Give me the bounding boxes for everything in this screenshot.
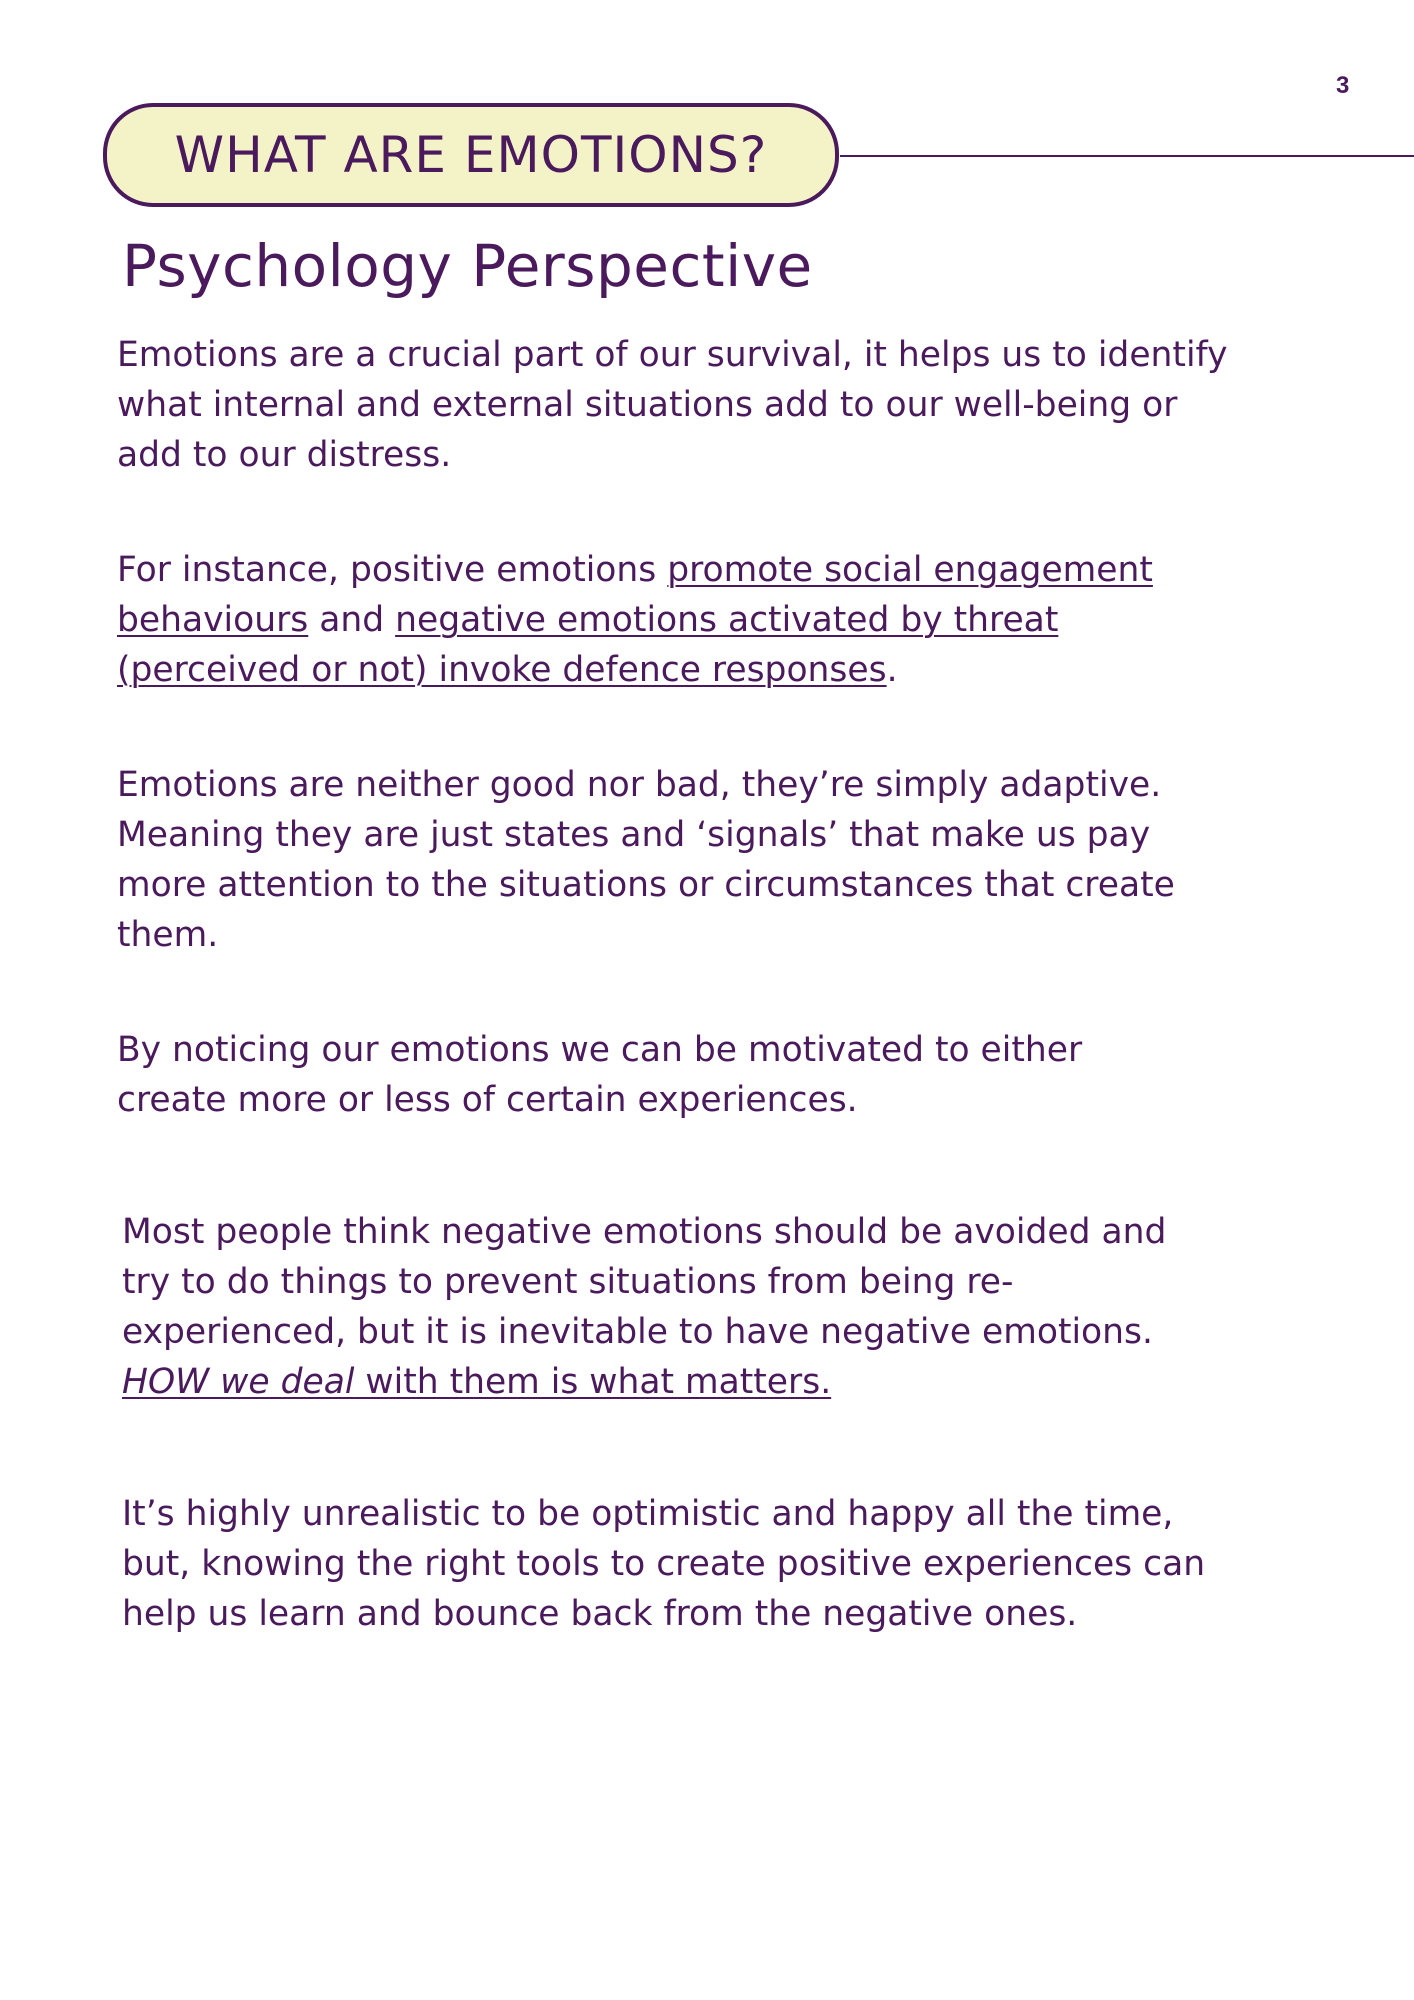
emphasis-italic: HOW we deal — [122, 1362, 355, 1402]
paragraph-line: help us learn and bounce back from the negative ones. — [122, 1594, 1078, 1634]
paragraph-line: try to do things to prevent situations from being re- — [122, 1262, 1014, 1302]
header-divider-line — [840, 155, 1414, 157]
paragraph-line: but, knowing the right tools to create positive experiences can — [122, 1544, 1206, 1584]
paragraph-positive-negative — [117, 545, 1297, 695]
paragraph-line: them. — [117, 915, 219, 955]
paragraph-line: what internal and external situations add to our well-being or — [117, 385, 1178, 425]
underlined-phrase-behaviours: behaviours — [117, 600, 309, 640]
emphasis-statement — [122, 1362, 831, 1402]
paragraph-text: and — [308, 600, 396, 640]
paragraph-negative-emotions — [122, 1207, 1302, 1407]
paragraph-adaptive — [117, 760, 1297, 960]
underlined-phrase-social-engagement: promote social engagement — [667, 550, 1153, 590]
paragraph-line: experienced, but it is inevitable to have negative emotions. — [122, 1312, 1153, 1352]
paragraph-text: . — [886, 650, 898, 690]
paragraph-text: For instance, positive emotions — [117, 550, 668, 590]
paragraph-line: Meaning they are just states and ‘signals’ that make us pay — [117, 815, 1151, 855]
paragraph-optimism — [122, 1489, 1302, 1639]
paragraph-line: Emotions are neither good nor bad, they’re simply adaptive. — [117, 765, 1162, 805]
paragraph-noticing — [117, 1025, 1297, 1125]
paragraph-line: Most people think negative emotions should be avoided and — [122, 1212, 1167, 1252]
page-subtitle: Psychology Perspective — [122, 232, 813, 300]
paragraph-line: Emotions are a crucial part of our survival, it helps us to identify — [117, 335, 1228, 375]
section-title: WHAT ARE EMOTIONS? — [174, 126, 768, 184]
emphasis-rest: with them is what matters. — [354, 1362, 832, 1402]
section-title-pill — [103, 103, 839, 207]
paragraph-line: add to our distress. — [117, 435, 452, 475]
paragraph-survival — [117, 330, 1297, 480]
paragraph-line: It’s highly unrealistic to be optimistic and happy all the time, — [122, 1494, 1174, 1534]
page-number: 3 — [1336, 72, 1350, 99]
underlined-phrase-defence: (perceived or not) invoke defence responses — [117, 650, 887, 690]
underlined-phrase-threat: negative emotions activated by threat — [395, 600, 1059, 640]
paragraph-line: more attention to the situations or circumstances that create — [117, 865, 1175, 905]
paragraph-line: create more or less of certain experiences. — [117, 1080, 858, 1120]
paragraph-line: By noticing our emotions we can be motivated to either — [117, 1030, 1083, 1070]
